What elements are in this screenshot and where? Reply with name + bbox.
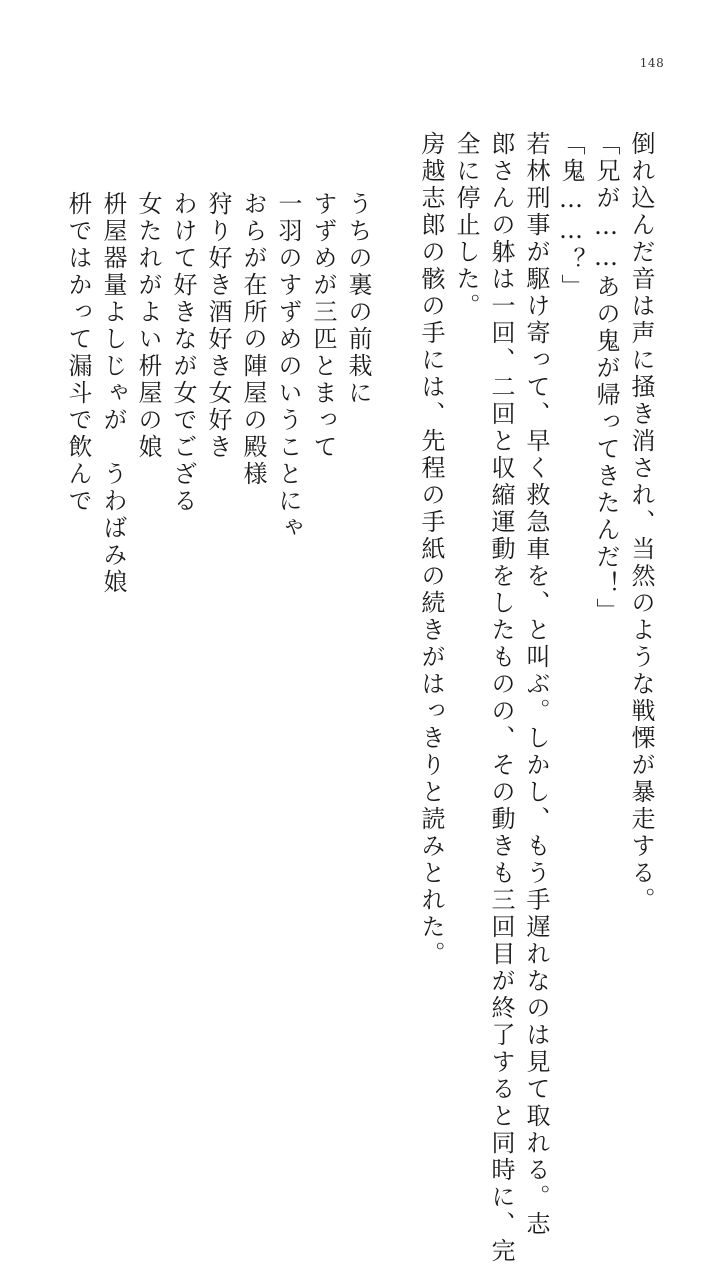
prose-line-5: 郎さんの躰は一回、二回と収縮運動をしたものの、その動きも三回目が終了すると同時に、完 xyxy=(487,131,515,1265)
poem-line-9: 枡ではかって漏斗で飲んで xyxy=(64,191,92,515)
poem-line-5: 狩り好き酒好き女好き xyxy=(204,191,232,461)
prose-line-1: 倒れ込んだ音は声に掻き消され、当然のような戦慄が暴走する。 xyxy=(627,131,655,914)
prose-line-2: 「兄が……あの鬼が帰ってきたんだ！」 xyxy=(592,131,620,625)
poem-line-3: 一羽のすずめのいうことにゃ xyxy=(274,191,302,542)
poem-line-8: 枡屋器量よしじゃが うわばみ娘 xyxy=(99,191,127,596)
poem-line-1: うちの裏の前栽に xyxy=(344,191,372,407)
poem-line-7: 女たれがよい枡屋の娘 xyxy=(134,191,162,461)
poem-line-2: すずめが三匹とまって xyxy=(309,191,337,461)
page-number: 148 xyxy=(639,56,665,70)
prose-line-3: 「鬼……？」 xyxy=(557,131,585,301)
prose-line-6: 全に停止した。 xyxy=(452,131,480,320)
poem-line-4: おらが在所の陣屋の殿様 xyxy=(239,191,267,488)
poem-line-6: わけて好きなが女でござる xyxy=(169,191,197,515)
prose-line-7: 房越志郎の骸の手には、先程の手紙の続きがはっきりと読みとれた。 xyxy=(417,131,445,968)
prose-line-4: 若林刑事が駆け寄って、早く救急車を、と叫ぶ。しかし、もう手遅れなのは見て取れる。志 xyxy=(522,131,550,1238)
